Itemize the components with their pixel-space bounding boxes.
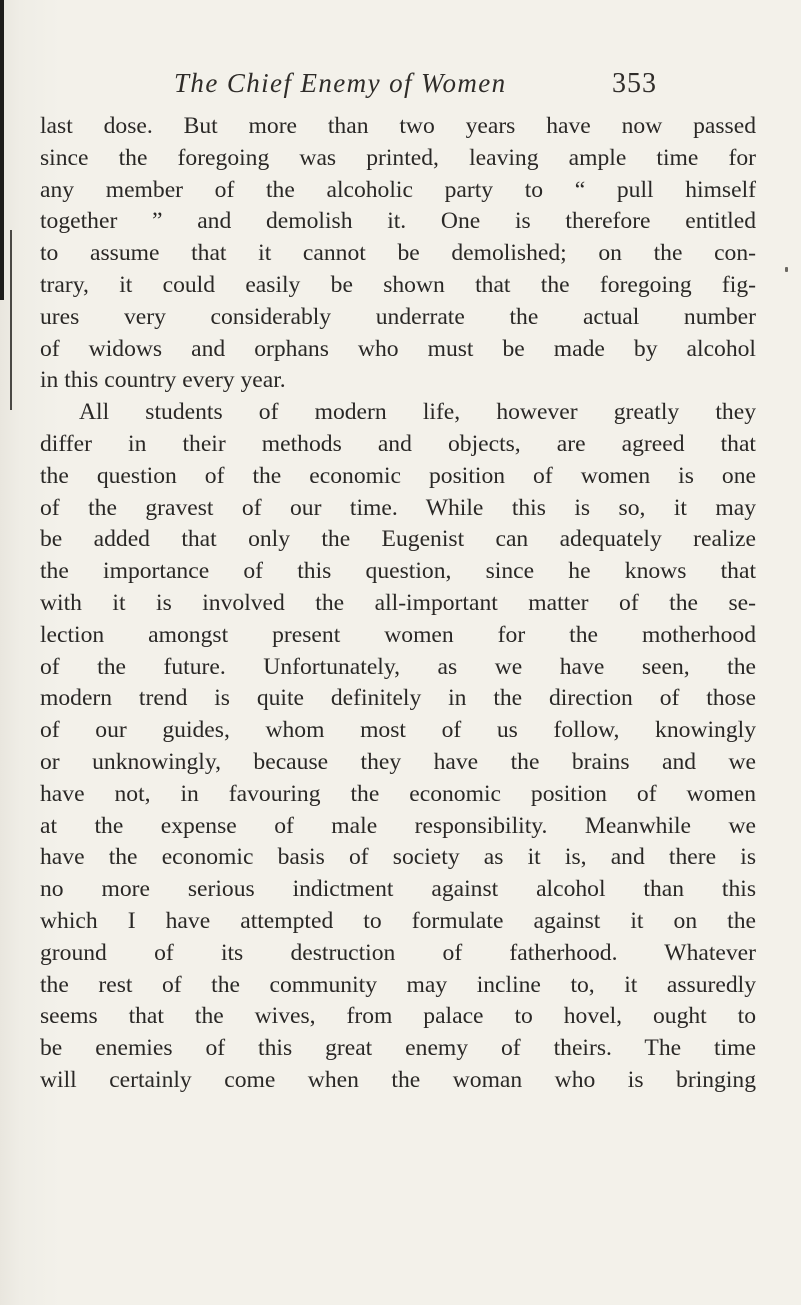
text-line: the importance of this question, since he knows that [40, 558, 756, 585]
text-line: together ” and demolish it. One is therefore entitled [40, 208, 756, 235]
binding-shadow [0, 0, 4, 300]
text-line: be enemies of this great enemy of theirs. The time [40, 1035, 756, 1062]
text-line: lection amongst present women for the motherhood [40, 621, 756, 648]
text-line: of widows and orphans who must be made by alcohol [40, 335, 756, 362]
text-line: or unknowingly, because they have the brains and we [40, 748, 756, 775]
text-line: be added that only the Eugenist can adequately realize [40, 526, 756, 553]
text-line: ures very considerably underrate the actual number [40, 303, 756, 330]
text-line: ground of its destruction of fatherhood. Whatever [40, 939, 756, 966]
text-line: the question of the economic position of women is one [40, 462, 756, 489]
paragraph-end-line: in this country every year. [40, 367, 286, 394]
text-line: which I have attempted to formulate against it on the [40, 907, 756, 934]
running-head-title: The Chief Enemy of Women [174, 68, 507, 98]
body-text [40, 111, 756, 1097]
text-line: no more serious indictment against alcohol than this [40, 876, 756, 903]
text-line: of the gravest of our time. While this is so, it may [40, 494, 756, 521]
text-line: the rest of the community may incline to, it assuredly [40, 971, 756, 998]
text-line: trary, it could easily be shown that the foregoing fig- [40, 271, 756, 298]
text-line: will certainly come when the woman who is bringing [40, 1066, 756, 1093]
margin-ink-speck [785, 267, 788, 272]
page-number: 353 [612, 68, 657, 99]
text-line: any member of the alcoholic party to “ pull himself [40, 176, 756, 203]
text-line: seems that the wives, from palace to hovel, ought to [40, 1003, 756, 1030]
text-line: of the future. Unfortunately, as we have seen, the [40, 653, 756, 680]
text-line: of our guides, whom most of us follow, knowingly [40, 717, 756, 744]
text-line: with it is involved the all-important matter of the se- [40, 589, 756, 616]
text-line: to assume that it cannot be demolished; on the con- [40, 240, 756, 267]
binding-edge-line [10, 230, 12, 410]
text-line: at the expense of male responsibility. Meanwhile we [40, 812, 756, 839]
text-line: modern trend is quite definitely in the direction of those [40, 685, 756, 712]
text-line: last dose. But more than two years have now passed [40, 113, 756, 139]
paragraph-start-line: All students of modern life, however greatly they [79, 399, 756, 426]
text-line: differ in their methods and objects, are agreed that [40, 430, 756, 457]
text-line: have not, in favouring the economic position of women [40, 780, 756, 807]
text-line: have the economic basis of society as it is, and there is [40, 844, 756, 871]
text-line: since the foregoing was printed, leaving ample time for [40, 144, 756, 171]
